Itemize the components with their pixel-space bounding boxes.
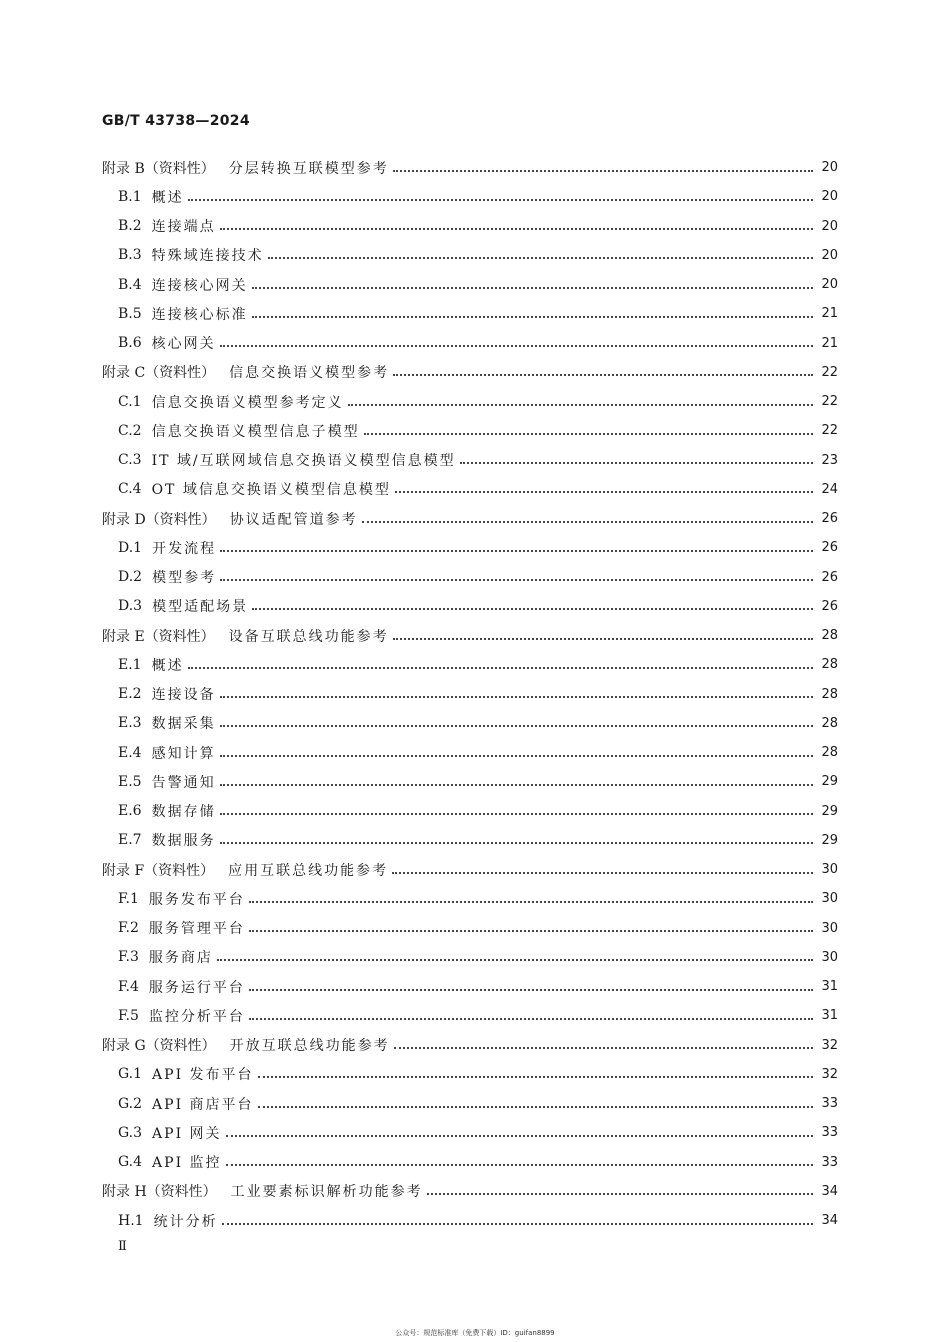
toc-entry-title: 服务运行平台 [148,979,245,996]
toc-dot-leader [393,638,814,640]
toc-dot-leader [394,1047,814,1049]
toc-entry-title: 分层转换互联模型参考 [228,160,389,177]
toc-dot-leader [226,1164,814,1166]
toc-entry-page: 34 [821,1183,838,1199]
toc-dot-leader [188,199,814,201]
toc-entry-section[interactable] [102,738,838,767]
toc-entry-number: F.4 [118,978,139,995]
toc-dot-leader [220,842,814,844]
toc-entry-title: API 监控 [152,1155,222,1172]
toc-dot-leader [258,1106,814,1108]
toc-entry-number: E.1 [118,656,142,673]
toc-entry-section[interactable] [102,387,838,416]
toc-dot-leader [188,667,814,669]
toc-entry-number: G.2 [118,1095,143,1112]
toc-dot-leader [427,1193,814,1195]
toc-dot-leader [460,462,814,464]
toc-entry-number: E.7 [118,832,142,849]
toc-entry-number: E.5 [118,773,142,790]
toc-entry-page: 20 [821,247,838,263]
toc-dot-leader [249,901,814,903]
toc-dot-leader [252,316,814,318]
toc-entry-title: 连接核心标准 [151,306,248,323]
toc-entry-number: 附录 F（资料性） [102,862,215,879]
toc-dot-leader [220,725,814,727]
toc-entry-title: 特殊域连接技术 [151,248,264,265]
toc-dot-leader [226,1135,814,1137]
toc-entry-number: C.1 [118,393,142,410]
toc-entry-page: 24 [821,481,838,497]
toc-entry-title: 应用互联总线功能参考 [228,862,389,879]
toc-entry-section[interactable] [102,299,838,328]
toc-entry-page: 28 [821,628,838,644]
toc-entry-page: 31 [821,979,838,995]
toc-entry-page: 23 [821,452,838,468]
toc-entry-title: 服务发布平台 [148,891,245,908]
toc-entry-page: 22 [821,394,838,410]
toc-entry-appendix[interactable] [102,855,838,884]
table-of-contents [102,153,838,1235]
toc-dot-leader [392,872,813,874]
toc-dot-leader [393,170,814,172]
toc-entry-section[interactable] [102,416,838,445]
toc-entry-section[interactable] [102,797,838,826]
toc-dot-leader [220,755,814,757]
toc-dot-leader [220,696,814,698]
toc-entry-page: 22 [821,364,838,380]
toc-entry-number: F.5 [118,1007,139,1024]
toc-entry-title: 信息交换语义模型参考定义 [151,394,344,411]
toc-entry-page: 28 [821,686,838,702]
toc-dot-leader [220,784,814,786]
toc-dot-leader [220,345,814,347]
toc-entry-page: 20 [821,218,838,234]
toc-entry-title: 信息交换语义模型信息子模型 [151,423,360,440]
toc-entry-title: 数据服务 [151,833,216,850]
toc-entry-number: F.1 [118,890,139,907]
toc-entry-number: G.1 [118,1066,143,1083]
toc-entry-page: 30 [821,920,838,936]
toc-entry-page: 33 [821,1096,838,1112]
toc-entry-number: B.6 [118,335,142,352]
toc-entry-section[interactable] [102,592,838,621]
toc-entry-number: 附录 G（资料性） [102,1038,216,1055]
toc-entry-page: 28 [821,745,838,761]
document-id: GB/T 43738—2024 [102,113,250,129]
toc-entry-page: 21 [821,306,838,322]
toc-dot-leader [393,374,813,376]
toc-entry-section[interactable] [102,826,838,855]
toc-entry-page: 26 [821,511,838,527]
toc-entry-number: D.2 [118,569,143,586]
toc-entry-title: 模型参考 [152,570,217,587]
toc-entry-section[interactable] [102,1148,838,1177]
toc-entry-page: 26 [821,569,838,585]
footer-note: 公众号：规范标准库（免费下载）ID：guifan8899 [395,1329,555,1337]
toc-entry-section[interactable] [102,709,838,738]
toc-entry-number: F.2 [118,920,139,937]
toc-entry-page: 20 [821,277,838,293]
toc-entry-number: C.4 [118,481,142,498]
toc-entry-section[interactable] [102,767,838,796]
toc-entry-page: 26 [821,540,838,556]
toc-entry-number: E.2 [118,686,142,703]
toc-dot-leader [220,550,813,552]
toc-entry-number: 附录 D（资料性） [102,511,216,528]
toc-dot-leader [395,491,814,493]
toc-entry-page: 28 [821,715,838,731]
toc-entry-title: 连接端点 [151,219,216,236]
toc-entry-number: B.2 [118,218,142,235]
toc-dot-leader [348,404,814,406]
toc-dot-leader [222,1223,814,1225]
toc-entry-title: 开发流程 [152,540,217,557]
toc-entry-section[interactable] [102,446,838,475]
toc-entry-section[interactable] [102,1206,838,1235]
toc-entry-appendix[interactable] [102,358,838,387]
toc-entry-number: G.4 [118,1154,143,1171]
toc-entry-title: 模型适配场景 [152,599,249,616]
toc-entry-number: B.4 [118,276,142,293]
toc-entry-number: 附录 E（资料性） [102,628,215,645]
toc-entry-title: API 网关 [152,1125,222,1142]
toc-entry-section[interactable] [102,884,838,913]
toc-dot-leader [249,989,814,991]
toc-entry-page: 20 [821,160,838,176]
toc-dot-leader [362,521,814,523]
toc-entry-title: 概述 [151,657,184,674]
toc-entry-number: B.5 [118,305,142,322]
toc-entry-appendix[interactable] [102,621,838,650]
toc-entry-page: 26 [821,598,838,614]
toc-entry-title: 统计分析 [153,1213,218,1230]
toc-entry-page: 21 [821,335,838,351]
toc-entry-section[interactable] [102,1001,838,1030]
toc-entry-appendix[interactable] [102,1031,838,1060]
toc-entry-title: 连接核心网关 [151,277,248,294]
toc-entry-section[interactable] [102,533,838,562]
toc-entry-number: 附录 H（资料性） [102,1184,217,1201]
toc-entry-page: 34 [821,1213,838,1229]
toc-entry-page: 29 [821,832,838,848]
toc-entry-section[interactable] [102,212,838,241]
toc-dot-leader [249,1018,814,1020]
toc-entry-title: 监控分析平台 [148,1008,245,1025]
toc-entry-title: OT 域信息交换语义模型信息模型 [151,482,391,499]
toc-entry-title: API 发布平台 [152,1067,254,1084]
toc-entry-title: 告警通知 [151,774,216,791]
toc-entry-appendix[interactable] [102,504,838,533]
toc-entry-section[interactable] [102,1060,838,1089]
toc-entry-title: 感知计算 [151,745,216,762]
toc-entry-number: B.3 [118,247,142,264]
toc-entry-number: C.2 [118,422,142,439]
toc-entry-title: 协议适配管道参考 [229,511,358,528]
toc-entry-page: 32 [821,1066,838,1082]
toc-entry-title: 服务商店 [148,950,213,967]
toc-entry-title: 连接设备 [151,687,216,704]
toc-entry-title: IT 域/互联网域信息交换语义模型信息模型 [151,453,456,470]
toc-entry-page: 22 [821,423,838,439]
toc-entry-title: 开放互联总线功能参考 [229,1038,390,1055]
toc-entry-appendix[interactable] [102,153,838,182]
toc-dot-leader [364,433,814,435]
toc-entry-number: F.3 [118,949,139,966]
toc-entry-page: 30 [821,891,838,907]
toc-entry-section[interactable] [102,943,838,972]
toc-entry-title: 数据采集 [151,716,216,733]
toc-entry-page: 33 [821,1125,838,1141]
toc-entry-page: 30 [821,949,838,965]
toc-entry-number: G.3 [118,1124,143,1141]
toc-dot-leader [258,1076,814,1078]
toc-entry-page: 33 [821,1154,838,1170]
toc-entry-number: E.4 [118,744,142,761]
toc-entry-page: 20 [821,189,838,205]
toc-entry-section[interactable] [102,270,838,299]
toc-entry-number: E.6 [118,803,142,820]
toc-entry-page: 32 [821,1037,838,1053]
toc-entry-section[interactable] [102,329,838,358]
page-number: Ⅱ [118,1239,127,1254]
toc-entry-number: D.3 [118,598,143,615]
toc-entry-page: 30 [821,862,838,878]
toc-entry-title: API 商店平台 [152,1096,254,1113]
toc-entry-title: 信息交换语义模型参考 [229,365,390,382]
toc-entry-number: E.3 [118,715,142,732]
toc-entry-title: 数据存储 [151,804,216,821]
toc-entry-section[interactable] [102,241,838,270]
toc-dot-leader [252,608,813,610]
toc-entry-appendix[interactable] [102,1177,838,1206]
toc-dot-leader [217,959,814,961]
toc-entry-number: H.1 [118,1212,144,1229]
toc-dot-leader [220,579,813,581]
toc-entry-section[interactable] [102,650,838,679]
toc-dot-leader [252,287,814,289]
toc-dot-leader [220,228,814,230]
toc-entry-page: 29 [821,774,838,790]
toc-entry-title: 核心网关 [151,336,216,353]
toc-entry-section[interactable] [102,680,838,709]
toc-entry-number: C.3 [118,452,142,469]
toc-entry-section[interactable] [102,563,838,592]
toc-entry-section[interactable] [102,182,838,211]
toc-entry-section[interactable] [102,914,838,943]
toc-entry-number: 附录 B（资料性） [102,160,215,177]
toc-entry-title: 服务管理平台 [148,921,245,938]
toc-entry-title: 概述 [151,189,184,206]
toc-entry-page: 28 [821,657,838,673]
toc-dot-leader [249,930,814,932]
toc-entry-section[interactable] [102,475,838,504]
toc-entry-section[interactable] [102,1089,838,1118]
toc-dot-leader [220,813,814,815]
toc-entry-title: 设备互联总线功能参考 [228,628,389,645]
toc-entry-page: 31 [821,1008,838,1024]
toc-entry-page: 29 [821,803,838,819]
toc-entry-section[interactable] [102,972,838,1001]
toc-entry-title: 工业要素标识解析功能参考 [230,1184,423,1201]
toc-entry-number: 附录 C（资料性） [102,365,216,382]
toc-entry-number: D.1 [118,539,143,556]
toc-dot-leader [268,257,814,259]
toc-entry-section[interactable] [102,1118,838,1147]
toc-entry-number: B.1 [118,188,142,205]
